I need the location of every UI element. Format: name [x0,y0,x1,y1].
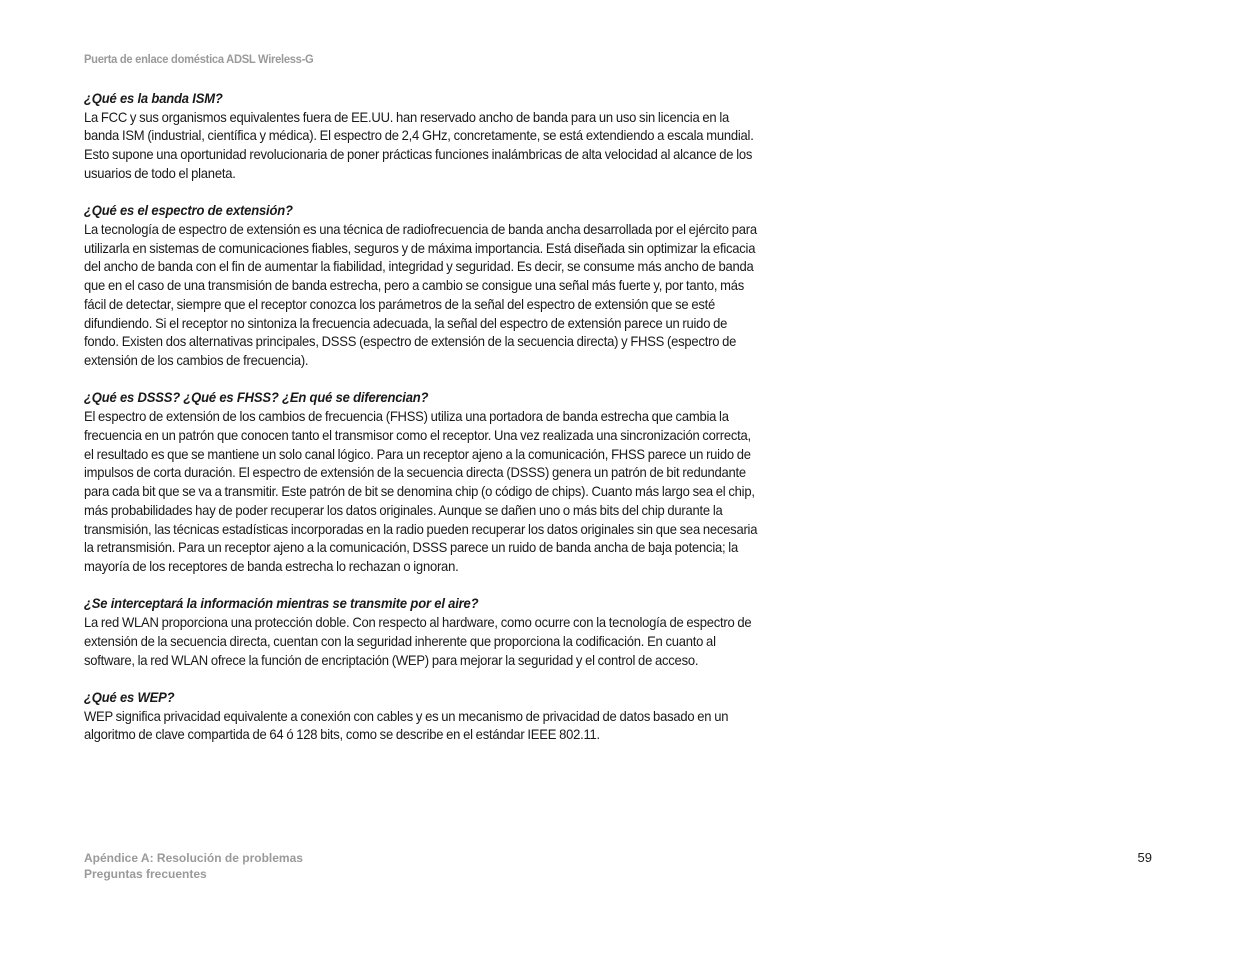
page-number: 59 [1137,850,1152,865]
faq-section-wep [84,688,758,744]
running-header: Puerta de enlace doméstica ADSL Wireless-G [84,52,314,66]
page-footer [84,850,303,882]
faq-section-spread-spectrum [84,201,758,370]
faq-answer: La red WLAN proporciona una protección doble. Con respecto al hardware, como ocurre con la tecnología de espectro de extensión de la secuencia directa, cuentan con la seguridad inherente que proporciona la codificación. En cuanto al software, la red WLAN ofrece la función de encriptación (WEP) para mejorar la seguridad y el control de acceso. [84,614,752,668]
faq-content [84,89,758,763]
faq-question: ¿Qué es WEP? [84,688,175,705]
faq-question: ¿Qué es la banda ISM? [84,90,223,106]
faq-section-dsss-fhss [84,388,758,575]
faq-question: ¿Se interceptará la información mientras se transmite por el aire? [84,595,479,612]
faq-answer: La tecnología de espectro de extensión es una técnica de radiofrecuencia de banda ancha desarrollada por el ejército para utilizarla en sistemas de comunicaciones fiables, seguros y de máxima importancia. Está diseñada sin optimizar la eficacia del ancho de banda con el fin de aumentar la fiabilidad, integridad y seguridad. Es decir, se consume más ancho de banda que en el caso de una transmisión de banda estrecha, pero a cambio se consigue una señal más fuerte y, por tanto, más fácil de detectar, siempre que el receptor conozca los parámetros de la señal del espectro de extensión que se esté difundiendo. Si el receptor no sintoniza la frecuencia adecuada, la señal del espectro de extensión parece un ruido de fondo. Existen dos alternativas principales, DSSS (espectro de extensión de la secuencia directa) y FHSS (espectro de extensión de los cambios de frecuencia). [84,220,757,369]
faq-answer: La FCC y sus organismos equivalentes fuera de EE.UU. han reservado ancho de banda para un uso sin licencia en la banda ISM (industrial, científica y médica). El espectro de 2,4 GHz, concretamente, se está extendiendo a escala mundial. Esto supone una oportunidad revolucionaria de poner prácticas funciones inalámbricas de alta velocidad al alcance de los usuarios de todo el planeta. [84,108,754,181]
faq-section-ism [84,89,758,183]
footer-chapter: Apéndice A: Resolución de problemas [84,851,303,865]
faq-answer: El espectro de extensión de los cambios de frecuencia (FHSS) utiliza una portadora de banda estrecha que cambia la frecuencia en un patrón que conocen tanto el transmisor como el receptor. Una vez realizada una sincronización correcta, el resultado es que se mantiene un solo canal lógico. Para un receptor ajeno a la comunicación, FHSS parece un ruido de impulsos de corta duración. El espectro de extensión de la secuencia directa (DSSS) genera un patrón de bit redundante para cada bit que se va a transmitir. Este patrón de bit se denomina chip (o código de chips). Cuanto más largo sea el chip, más probabilidades hay de poder recuperar los datos originales. Aunque se dañen uno o más bits del chip durante la transmisión, las técnicas estadísticas incorporadas en la radio pueden recuperar los datos originales sin que sea necesaria la retransmisión. Para un receptor ajeno a la comunicación, DSSS parece un ruido de banda ancha de baja potencia; la mayoría de los receptores de banda estrecha lo rechazan o ignoran. [84,408,758,575]
faq-section-interception [84,594,758,669]
footer-section: Preguntas frecuentes [84,867,207,881]
faq-question: ¿Qué es el espectro de extensión? [84,202,293,219]
faq-answer: WEP significa privacidad equivalente a conexión con cables y es un mecanismo de privacidad de datos basado en un algoritmo de clave compartida de 64 ó 128 bits, como se describe en el estándar IEEE 802.11. [84,707,729,743]
faq-question: ¿Qué es DSSS? ¿Qué es FHSS? ¿En qué se diferencian? [84,389,429,406]
